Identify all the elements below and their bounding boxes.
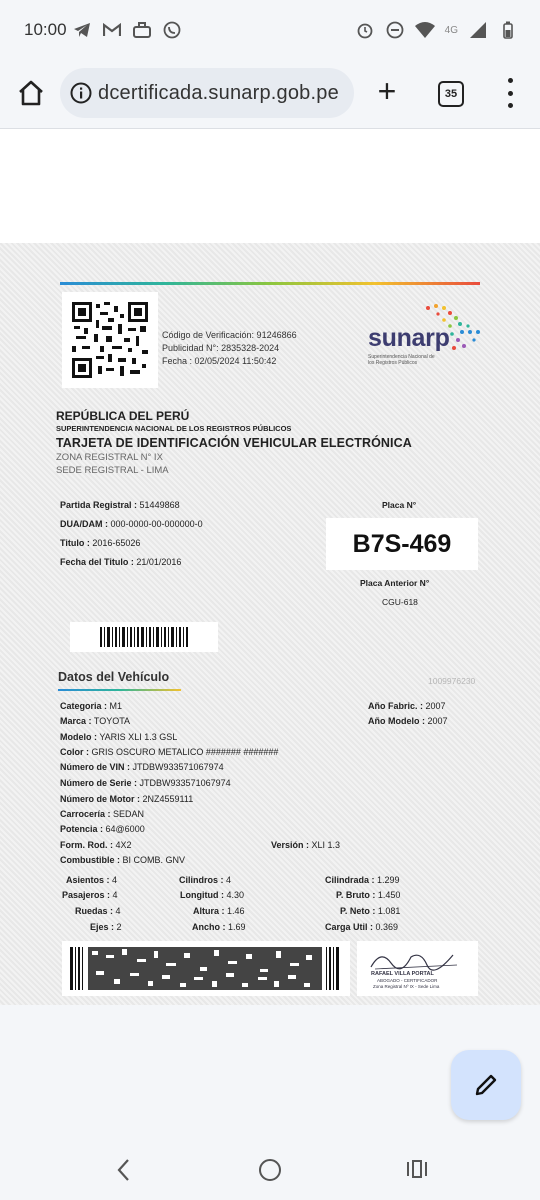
edit-button[interactable] xyxy=(451,1050,521,1120)
barcode-icon xyxy=(70,622,218,652)
wifi-icon xyxy=(415,20,435,40)
do-not-disturb-icon xyxy=(385,20,405,40)
carga-util-field: Carga Util : 0.369 xyxy=(325,922,399,932)
sunarp-logo xyxy=(364,302,488,372)
modelo-field: Modelo : YARIS XLI 1.3 GSL xyxy=(60,732,178,742)
peso-neto-field: P. Neto : 1.081 xyxy=(340,906,401,916)
signal-icon xyxy=(468,20,488,40)
notification-icons xyxy=(72,20,182,40)
signer-name: RAFAEL VILLA PORTAL xyxy=(371,971,434,977)
color-strip xyxy=(60,282,480,285)
signature-block xyxy=(357,941,478,996)
verification-code: Código de Verificación: 91246866 xyxy=(162,330,297,340)
placa-anterior-value: CGU-618 xyxy=(382,597,418,607)
longitud-field: Longitud : 4.30 xyxy=(180,890,245,900)
qr-code xyxy=(62,292,158,388)
potencia-field: Potencia : 64@6000 xyxy=(60,824,145,834)
zona-registral: ZONA REGISTRAL N° IX xyxy=(56,452,163,463)
alarm-icon xyxy=(355,20,375,40)
small-barcode xyxy=(70,622,218,652)
superintendencia-heading: SUPERINTENDENCIA NACIONAL DE LOS REGISTROS PÚBLICOS xyxy=(56,424,292,433)
section-underline xyxy=(58,689,181,691)
browser-toolbar xyxy=(0,60,540,128)
browser-menu-button[interactable] xyxy=(500,78,520,108)
sunarp-subtitle: Superintendencia Nacional de los Registros Públicos xyxy=(368,354,435,366)
whatsapp-icon xyxy=(162,20,182,40)
signer-zone: Zona Registral Nº IX - Sede Lima xyxy=(373,984,440,989)
sunarp-wordmark: sunarp xyxy=(368,324,450,352)
info-icon[interactable] xyxy=(70,82,92,104)
ancho-field: Ancho : 1.69 xyxy=(192,922,246,932)
recents-icon xyxy=(406,1160,428,1178)
gmail-icon xyxy=(102,20,122,40)
marca-field: Marca : TOYOTA xyxy=(60,716,131,726)
document-title: TARJETA DE IDENTIFICACIÓN VEHICULAR ELECTRÓNICA xyxy=(56,436,412,450)
form-rod-field: Form. Rod. : 4X2 xyxy=(60,840,132,850)
asientos-field: Asientos : 4 xyxy=(66,875,118,885)
vin-field: Número de VIN : JTDBW933571067974 xyxy=(60,762,224,772)
nav-home-button[interactable] xyxy=(259,1159,281,1181)
ano-fabric-field: Año Fabric. : 2007 xyxy=(368,701,446,711)
url-text[interactable]: dcertificada.sunarp.gob.pe xyxy=(98,81,339,104)
briefcase-icon xyxy=(132,20,152,40)
carroceria-field: Carrocería : SEDAN xyxy=(60,809,145,819)
nav-recents-button[interactable] xyxy=(406,1160,428,1178)
system-icons xyxy=(355,20,518,40)
issue-date: Fecha : 02/05/2024 11:50:42 xyxy=(162,356,277,366)
address-bar[interactable] xyxy=(60,68,354,118)
cilindrada-field: Cilindrada : 1.299 xyxy=(325,875,400,885)
section-title: Datos del Vehículo xyxy=(58,670,170,684)
serie-field: Número de Serie : JTDBW933571067974 xyxy=(60,778,231,788)
ruedas-field: Ruedas : 4 xyxy=(75,906,121,916)
status-bar xyxy=(0,0,540,60)
color-field: Color : GRIS OSCURO METALICO ####### ####### xyxy=(60,747,279,757)
partida-field: Partida Registral : 51449868 xyxy=(60,500,180,510)
placa-anterior-label: Placa Anterior N° xyxy=(360,578,430,588)
pencil-icon xyxy=(473,1072,499,1098)
pdf417-icon xyxy=(62,941,350,996)
categoria-field: Categoria : M1 xyxy=(60,701,123,711)
titulo-field: Titulo : 2016-65026 xyxy=(60,538,141,548)
dua-field: DUA/DAM : 000-0000-00-000000-0 xyxy=(60,519,203,529)
republica-heading: REPÚBLICA DEL PERÚ xyxy=(56,409,190,423)
status-time: 10:00 xyxy=(24,20,67,39)
telegram-icon xyxy=(72,20,92,40)
document-number: 1009976230 xyxy=(428,676,476,686)
peso-bruto-field: P. Bruto : 1.450 xyxy=(336,890,401,900)
altura-field: Altura : 1.46 xyxy=(193,906,245,916)
ano-modelo-field: Año Modelo : 2007 xyxy=(368,716,448,726)
ejes-field: Ejes : 2 xyxy=(90,922,122,932)
cilindros-field: Cilindros : 4 xyxy=(179,875,232,885)
placa-label: Placa N° xyxy=(382,500,417,510)
page-header-space xyxy=(0,129,540,243)
publicidad-number: Publicidad N°: 2835328-2024 xyxy=(162,343,280,353)
fecha-titulo-field: Fecha del Titulo : 21/01/2016 xyxy=(60,557,182,567)
combustible-field: Combustible : BI COMB. GNV xyxy=(60,855,186,865)
verification-info xyxy=(162,329,297,368)
qr-code-icon xyxy=(72,302,148,378)
nav-back-button[interactable] xyxy=(112,1156,136,1184)
back-chevron-icon xyxy=(112,1156,136,1184)
home-icon xyxy=(16,78,46,108)
tab-switcher-button[interactable]: 35 xyxy=(438,81,464,107)
signer-role: ABOGADO - CERTIFICADOR xyxy=(377,978,438,983)
network-type: 4G xyxy=(444,24,458,36)
pasajeros-field: Pasajeros : 4 xyxy=(62,890,118,900)
battery-icon xyxy=(498,20,518,40)
pdf417-barcode xyxy=(62,941,350,996)
new-tab-button[interactable]: + xyxy=(377,73,397,109)
version-field: Versión : XLI 1.3 xyxy=(271,840,341,850)
sede-registral: SEDE REGISTRAL - LIMA xyxy=(56,465,169,476)
home-button[interactable] xyxy=(16,78,46,108)
motor-field: Número de Motor : 2NZ4559111 xyxy=(60,794,194,804)
plate-number: B7S-469 xyxy=(326,518,478,570)
signature-stroke-icon xyxy=(357,943,478,973)
